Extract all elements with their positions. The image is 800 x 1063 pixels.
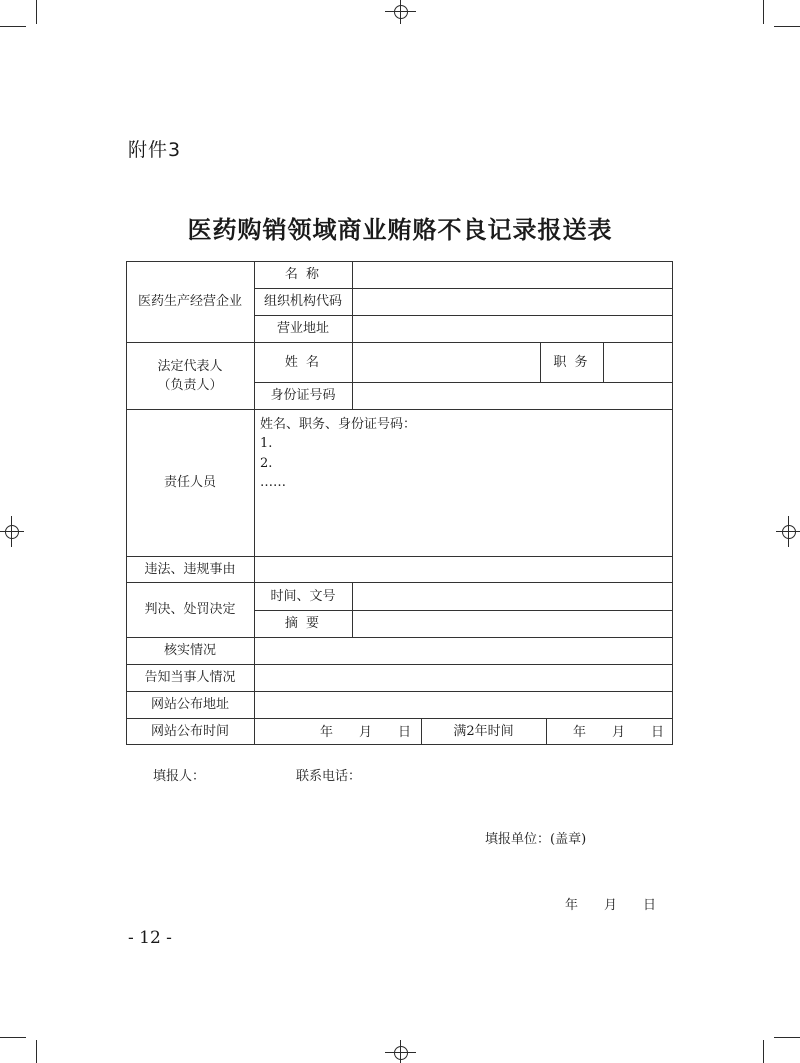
attachment-label: 附件3 — [128, 139, 182, 161]
crop-mark — [0, 26, 26, 27]
legal-rep-name-label: 姓 名 — [284, 354, 322, 370]
site-address-label: 网站公布地址 — [150, 697, 229, 712]
verification-field[interactable] — [255, 638, 672, 664]
violation-label: 违法、违规事由 — [144, 561, 236, 577]
site-address-field[interactable] — [255, 692, 672, 718]
legal-rep-name-field[interactable] — [353, 343, 540, 382]
footer-date: 年 月 日 — [565, 898, 657, 913]
crop-mark — [36, 0, 37, 24]
publish-time-label: 网站公布时间 — [150, 724, 229, 739]
responsible-label: 责任人员 — [163, 475, 216, 490]
responsible-field[interactable] — [255, 410, 672, 556]
org-code-label: 组织机构代码 — [263, 294, 342, 309]
notify-label: 告知当事人情况 — [144, 670, 236, 685]
phone-label: 联系电话： — [296, 769, 362, 784]
crop-mark — [774, 26, 800, 27]
legal-rep-label — [126, 342, 254, 409]
crop-mark — [0, 1037, 26, 1038]
two-year-label: 满2年时间 — [453, 724, 514, 739]
legal-rep-id-label: 身份证号码 — [270, 388, 336, 403]
crop-mark — [763, 1040, 764, 1063]
legal-rep-position-field[interactable] — [604, 343, 672, 382]
unit-label: 填报单位：(盖章) — [485, 832, 587, 847]
page-number: - 12 - — [128, 928, 172, 948]
decision-time-field[interactable] — [353, 583, 672, 610]
responsible-line-2: 2. — [260, 456, 273, 471]
crop-mark — [763, 0, 764, 24]
legal-rep-position-label: 职 务 — [553, 354, 590, 370]
page-title: 医药购销领域商业贿赂不良记录报送表 — [187, 215, 613, 244]
crop-mark — [36, 1040, 37, 1063]
legal-rep-label-line1: 法定代表人 — [157, 358, 223, 374]
publish-date-field[interactable]: 年 月 日 — [319, 724, 411, 740]
legal-rep-label-line2: （负责人） — [157, 377, 223, 393]
decision-summary-label: 摘 要 — [284, 616, 322, 631]
registration-mark — [394, 1046, 408, 1060]
registration-mark — [394, 5, 408, 19]
legal-rep-id-field[interactable] — [353, 383, 672, 409]
notify-field[interactable] — [255, 665, 672, 691]
decision-summary-field[interactable] — [353, 611, 672, 637]
responsible-hint: 姓名、职务、身份证号码： — [260, 417, 417, 432]
report-form-table — [126, 261, 673, 745]
decision-time-label: 时间、文号 — [270, 588, 336, 604]
org-code-field[interactable] — [353, 289, 672, 315]
decision-label: 判决、处罚决定 — [144, 602, 236, 617]
business-address-field[interactable] — [353, 316, 672, 342]
registration-mark — [5, 525, 19, 539]
two-year-date-field[interactable]: 年 月 日 — [572, 724, 664, 740]
enterprise-name-field[interactable] — [353, 262, 672, 288]
enterprise-label: 医药生产经营企业 — [137, 294, 242, 309]
registration-mark — [782, 525, 796, 539]
crop-mark — [774, 1037, 800, 1038]
enterprise-name-label: 名 称 — [284, 267, 322, 282]
violation-field[interactable] — [255, 557, 672, 582]
responsible-line-3: …… — [260, 475, 286, 490]
filler-label: 填报人： — [153, 769, 206, 784]
verification-label: 核实情况 — [163, 643, 216, 658]
business-address-label: 营业地址 — [276, 321, 329, 336]
responsible-line-1: 1. — [260, 436, 273, 451]
